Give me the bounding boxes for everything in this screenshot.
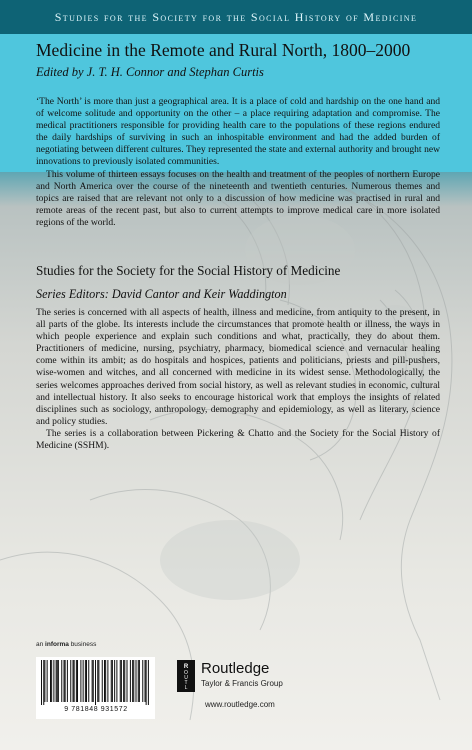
isbn-digits: 9 781848 931572 bbox=[64, 706, 128, 713]
series-editors: Series Editors: David Cantor and Keir Waddington bbox=[36, 287, 287, 301]
isbn-barcode bbox=[36, 657, 155, 719]
series-name: Studies for the Society for the Social History of Medicine bbox=[54, 10, 418, 24]
publisher-url: www.routledge.com bbox=[205, 700, 275, 709]
description-paragraph: This volume of thirteen essays focuses on the health and treatment of the peoples of northern Europe and North America over the course of the nineteenth and twentieth centuries. Numerous themes and topics are raised that are relevant not only to a discussion of how medicine was practised in rural and remote areas of the recent past, but also to current attempts to improve medical care in more isolated regions of the world. bbox=[36, 168, 440, 228]
book-description bbox=[36, 96, 440, 229]
series-description bbox=[36, 307, 440, 452]
series-band bbox=[0, 0, 472, 34]
informa-business-label bbox=[36, 641, 96, 648]
book-title: Medicine in the Remote and Rural North, 1800–2000 bbox=[36, 40, 411, 60]
svg-text:T: T bbox=[184, 680, 188, 686]
publisher-name: Routledge bbox=[201, 660, 270, 677]
series-paragraph: The series is a collaboration between Pickering & Chatto and the Society for the Social History of Medicine (SSHM). bbox=[36, 427, 440, 452]
description-paragraph: ‘The North’ is more than just a geographical area. It is a place of cold and hardship on the one hand and of welcome solitude and opportunity on the other – a place requiring adaptation and compromise. The medical practitioners responsible for providing health care to the populations of these regions endured the daily hardships of surviving in such an inhospitable environment and had the added burden of negotiating between different cultures. They represented the state and external authority and brought new innovations to previously isolated communities. bbox=[36, 96, 440, 168]
svg-text:R: R bbox=[183, 664, 189, 670]
series-paragraph: The series is concerned with all aspects of health, illness and medicine, from antiquity to the present, in all parts of the globe. Its interests include the circumstances that promote health or illness, the ways in which people experience and explain such conditions and what, practically, they do about them. Practitioners of medicine, nursing, psychiatry, pharmacy, biomedical science and vernacular healing come within its ambit; as do hospitals and hospices, patients and politicians, priests and pill-pushers, wise-women and witches, and all concerned with medicine in its widest sense. Methodologically, the series welcomes approaches derived from social history, as well as relevant studies in economic, cultural and intellectual history. It also seeks to encourage historical work that employs the insights of related disciplines such as sociology, anthropology, demography and epidemiology, as well as literary, science and policy studies. bbox=[36, 307, 440, 427]
barcode-icon bbox=[41, 660, 149, 705]
svg-text:L: L bbox=[184, 685, 188, 691]
informa-brand: informa bbox=[45, 641, 69, 648]
book-editors: Edited by J. T. H. Connor and Stephan Curtis bbox=[36, 65, 264, 79]
series-heading: Studies for the Society for the Social History of Medicine bbox=[36, 263, 341, 278]
informa-prefix: an bbox=[36, 641, 46, 648]
informa-suffix: business bbox=[68, 641, 97, 648]
publisher-group: Taylor & Francis Group bbox=[201, 679, 283, 688]
svg-text:U: U bbox=[184, 675, 188, 681]
routledge-logo-icon bbox=[176, 659, 196, 693]
svg-text:O: O bbox=[184, 670, 188, 676]
